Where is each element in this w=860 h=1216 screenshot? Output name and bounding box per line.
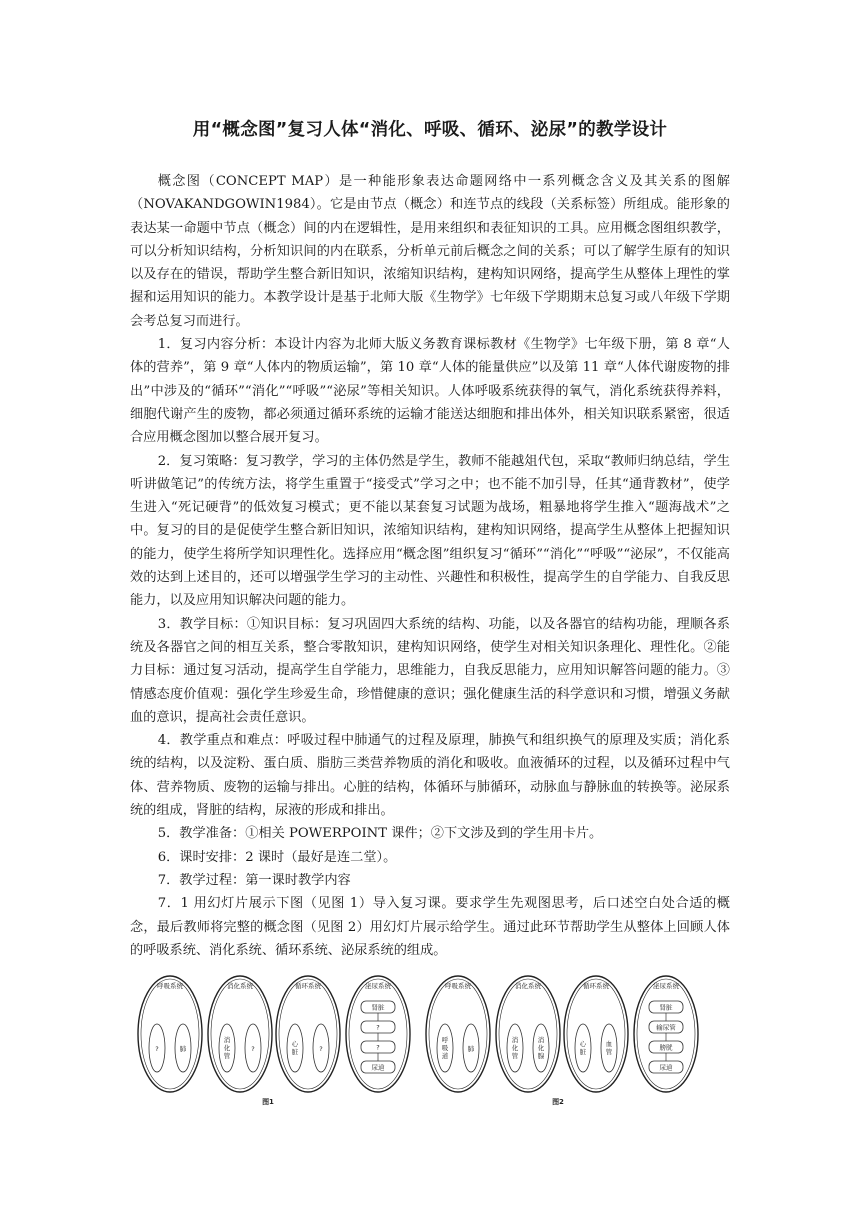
system-inner-ellipse	[499, 979, 557, 1089]
system-outer-ellipse	[276, 976, 340, 1092]
system-name: 呼吸系统	[445, 982, 471, 990]
system-outer-ellipse	[564, 976, 628, 1092]
system-outer-ellipse	[138, 976, 202, 1092]
organ-label: 肺	[467, 1045, 475, 1053]
organ-label: 膀胱	[659, 1043, 673, 1052]
organ-label-char: 化	[223, 1044, 231, 1052]
system-name: 循环系统	[583, 982, 609, 990]
organ-label-char: 血	[605, 1040, 613, 1048]
concept-map-drawing	[130, 970, 710, 1110]
organ-label-char: 腺	[537, 1052, 545, 1060]
paragraph-content-analysis: 1．复习内容分析：本设计内容为北师大版义务教育课标教材《生物学》七年级下册，第 8 章“人体的营养”，第 9 章“人体内的物质运输”，第 10 章“人体的能量供应”以及第 11 章“人体代谢废物的排出”中涉及的“循环”“消化”“呼吸”“泌尿”等相关知识。人体呼吸系统获得的氧气，消化系统获得养料，细胞代谢产生的废物，都必须通过循环系统的运输才能送达细胞和排出体外，相关知识联系紧密，很适合应用概念图加以整合展开复习。	[130, 337, 730, 446]
system-name: 消化系统	[227, 982, 253, 990]
system-inner-ellipse	[279, 979, 337, 1089]
organ-label-char: 管	[511, 1052, 519, 1060]
paragraph-key-points: 4．教学重点和难点：呼吸过程中肺通气的过程及原理，肺换气和组织换气的原理及实质；消化系统的结构，以及淀粉、蛋白质、脂肪三类营养物质的消化和吸收。血液循环的过程，以及循环过程中气体、营养物质、废物的运输与排出。心脏的结构，体循环与肺循环，动脉血与静脉血的转换等。泌尿系统的组成，肾脏的结构，尿液的形成和排出。	[130, 733, 730, 819]
organ-label: ?	[319, 1045, 323, 1053]
organ-label	[538, 1035, 545, 1060]
document-body	[130, 170, 730, 962]
system-outer-ellipse	[496, 976, 560, 1092]
organ-label-char: 道	[441, 1052, 449, 1060]
organ-label: ?	[155, 1045, 159, 1053]
organ-label: ?	[251, 1045, 255, 1053]
organ-label	[512, 1035, 519, 1060]
organ-label: 尿道	[659, 1063, 673, 1072]
paragraph-objectives: 3．教学目标：①知识目标：复习巩固四大系统的结构、功能，以及各器官的结构功能，理顺各系统及各器官之间的相互关系，整合零散知识，建构知识网络，使学生对相关知识条理化、理性化。②能力目标：通过复习活动，提高学生自学能力，思维能力，自我反思能力，应用知识解答问题的能力。③情感态度价值观：强化学生珍爱生命，珍惜健康的意识；强化健康生活的科学意识和习惯，增强义务献血的意识，提高社会责任意识。	[130, 616, 730, 725]
paragraph-preparation: 5．教学准备：①相关 POWERPOINT 课件；②下文涉及到的学生用卡片。	[157, 826, 603, 842]
organ-label-char: 消	[223, 1036, 231, 1044]
system-inner-ellipse	[429, 979, 487, 1089]
system-inner-ellipse	[567, 979, 625, 1089]
concept-map-figure	[130, 970, 710, 1110]
organ-label: ?	[376, 1043, 380, 1052]
paragraph-intro: 概念图（CONCEPT MAP）是一种能形象表达命题网络中一系列概念含义及其关系的图解（NOVAKANDGOWIN1984）。它是由节点（概念）和连节点的线段（关系标签）所组成。能形象的表达某一命题中节点（概念）间的内在逻辑性，是用来组织和表征知识的工具。应用概念图组织教学，可以分析知识结构，分析知识间的内在联系，分析单元前后概念之间的关系；可以了解学生原有的知识以及存在的错误，帮助学生整合新旧知识，浓缩知识结构，建构知识网络，提高学生从整体上理性的掌握和运用知识的能力。本教学设计是基于北师大版《生物学》七年级下学期期末总复习或八年级下学期会考总复习而进行。	[130, 174, 730, 329]
organ-label-char: 管	[605, 1048, 613, 1056]
organ-label-char: 化	[511, 1044, 519, 1052]
organ-label-char: 脏	[291, 1048, 299, 1056]
organ-label-char: 消	[511, 1036, 519, 1044]
organ-label-char: 心	[579, 1040, 587, 1048]
organ-label-char: 消	[537, 1036, 545, 1044]
organ-label-char: 心	[291, 1040, 299, 1048]
system-name: 循环系统	[295, 982, 321, 990]
organ-label-char: 化	[537, 1044, 545, 1052]
organ-label-char: 管	[223, 1052, 231, 1060]
organ-label	[606, 1039, 613, 1056]
system-inner-ellipse	[211, 979, 269, 1089]
organ-label-char: 呼	[441, 1036, 449, 1044]
system-name: 泌尿系统	[365, 982, 391, 990]
organ-label: 输尿管	[656, 1023, 676, 1032]
organ-label-char: 脏	[579, 1048, 587, 1056]
system-name: 呼吸系统	[157, 982, 183, 990]
paragraph-schedule: 6．课时安排：2 课时（最好是连二堂）。	[157, 849, 397, 865]
figure-caption: 图1	[262, 1098, 274, 1106]
system-outer-ellipse	[208, 976, 272, 1092]
organ-label: 尿道	[371, 1063, 385, 1072]
organ-label: 肾脏	[659, 1003, 673, 1012]
system-name: 消化系统	[515, 982, 541, 990]
system-outer-ellipse	[426, 976, 490, 1092]
system-name: 泌尿系统	[653, 982, 679, 990]
organ-label	[224, 1035, 231, 1060]
organ-label: 肺	[179, 1045, 187, 1053]
system-inner-ellipse	[141, 979, 199, 1089]
paragraph-strategy: 2．复习策略：复习教学，学习的主体仍然是学生，教师不能越俎代包，采取“教师归纳总结，学生听讲做笔记”的传统方法，将学生重置于“接受式”学习之中；也不能不加引导，任其“通背教材”，使学生进入“死记硬背”的低效复习模式；更不能以某套复习试题为战场，粗暴地将学生推入“题海战术”之中。复习的目的是促使学生整合新旧知识，浓缩知识结构，建构知识网络，提高学生从整体上把握知识的能力，使学生将所学知识理性化。选择应用“概念图”组织复习“循环”“消化”“呼吸”“泌尿”，不仅能高效的达到上述目的，还可以增强学生学习的主动性、兴趣性和积极性，提高学生的自学能力、自我反思能力，以及应用知识解决问题的能力。	[130, 453, 730, 609]
document-title: 用“概念图”复习人体“消化、呼吸、循环、泌尿”的教学设计	[192, 120, 668, 140]
organ-label: ?	[376, 1023, 380, 1032]
paragraph-step-7-1: 7．1 用幻灯片展示下图（见图 1）导入复习课。要求学生先观图思考，后口述空白处合适的概念，最后教师将完整的概念图（见图 2）用幻灯片展示给学生。通过此环节帮助学生从整体上回顾人体的呼吸系统、消化系统、循环系统、泌尿系统的组成。	[130, 896, 730, 958]
figure-caption: 图2	[552, 1098, 564, 1106]
organ-label-char: 吸	[441, 1044, 449, 1052]
organ-label	[292, 1039, 299, 1056]
organ-label: 肾脏	[371, 1003, 385, 1012]
organ-label	[580, 1039, 587, 1056]
organ-label	[442, 1035, 449, 1060]
paragraph-process: 7．教学过程：第一课时教学内容	[157, 872, 351, 888]
